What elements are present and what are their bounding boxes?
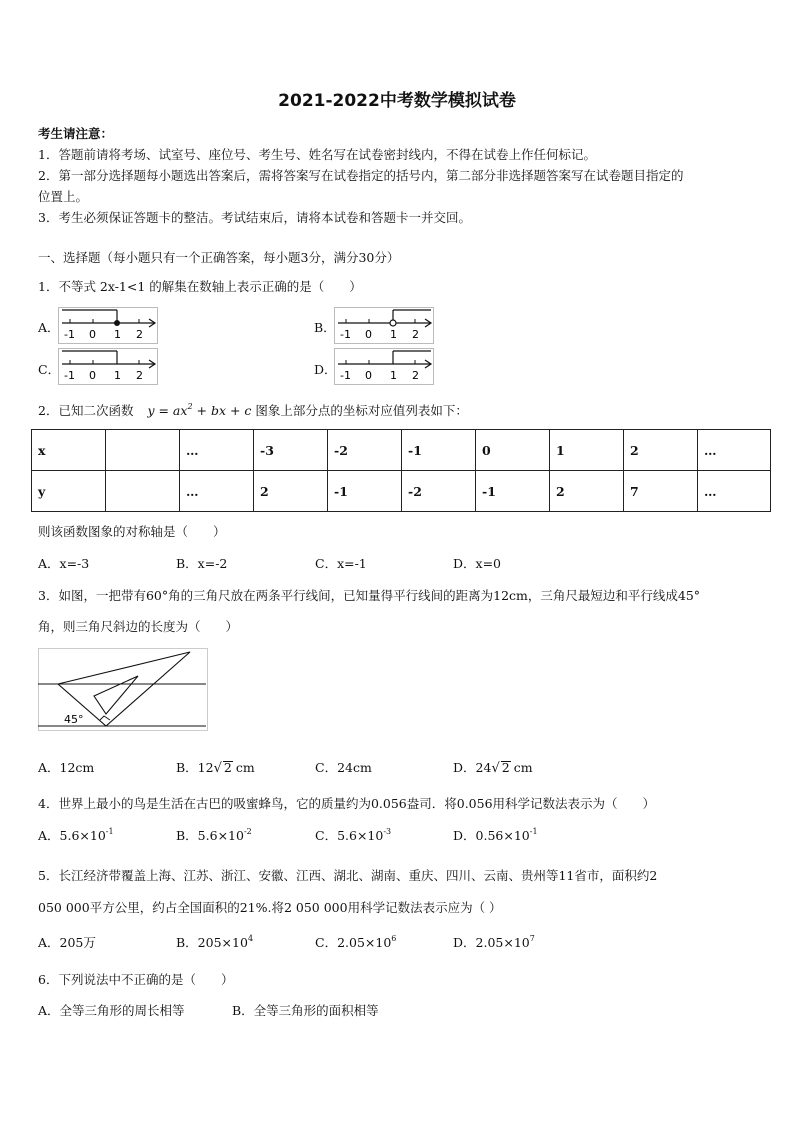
q5-option-a: A．205万	[38, 935, 96, 950]
tick-label: 0	[89, 369, 96, 382]
tick-label: 2	[136, 369, 143, 382]
q2-value-table	[31, 429, 771, 512]
q2-option-c: C．x=-1	[315, 556, 367, 571]
table-cell: 1	[550, 430, 624, 471]
table-cell	[106, 430, 180, 471]
table-row	[32, 430, 771, 471]
q2-stem	[38, 401, 468, 419]
q1-number-line-c	[58, 348, 160, 386]
q3-stem-line2: 角，则三角尺斜边的长度为（ ）	[38, 619, 239, 634]
q2-stem-suffix: 图象上部分点的坐标对应值列表如下：	[255, 403, 468, 418]
q3-option-a: A．12cm	[38, 760, 95, 775]
table-cell: 2	[550, 471, 624, 512]
q1-option-c-label: C．	[38, 362, 61, 377]
tick-label: 2	[412, 328, 419, 341]
q5-option-c: C．$2.05\times 10^6$	[315, 934, 397, 950]
table-cell: …	[180, 430, 254, 471]
tick-label: 1	[114, 328, 121, 341]
q4-option-a: A．$5.6\times 10^{-1}$	[38, 827, 114, 843]
tick-label: 2	[136, 328, 143, 341]
notice-item: 位置上。	[38, 189, 89, 204]
tick-label: 1	[390, 328, 397, 341]
tick-label: 2	[412, 369, 419, 382]
table-cell: 2	[624, 430, 698, 471]
table-row	[32, 471, 771, 512]
tick-label: -1	[340, 369, 351, 382]
q1-number-line-d	[334, 348, 436, 386]
table-cell	[106, 471, 180, 512]
table-cell: -1	[476, 471, 550, 512]
q3-option-d: D．24√ 2 cm	[453, 760, 533, 776]
table-cell: 0	[476, 430, 550, 471]
table-cell: …	[698, 430, 771, 471]
table-cell: y	[32, 471, 106, 512]
notice-item: 3．考生必须保证答题卡的整洁。考试结束后，请将本试卷和答题卡一并交回。	[38, 210, 471, 225]
tick-label: 1	[390, 369, 397, 382]
q6-option-a: A．全等三角形的周长相等	[38, 1003, 185, 1018]
q1-option-a-label: A．	[38, 320, 60, 335]
notice-item: 1．答题前请将考场、试室号、座位号、考生号、姓名写在试卷密封线内，不得在试卷上作任何标记。	[38, 147, 596, 162]
q2-option-b: B．x=-2	[176, 556, 228, 571]
tick-label: 1	[114, 369, 121, 382]
tick-label: -1	[340, 328, 351, 341]
q1-option-b-label: B．	[314, 320, 336, 335]
q2-option-d: D．x=0	[453, 556, 501, 571]
q3-option-c: C．24cm	[315, 760, 372, 775]
tick-label: 0	[89, 328, 96, 341]
q1-number-line-b	[334, 307, 436, 345]
table-cell: -1	[328, 471, 402, 512]
tick-label: 0	[365, 369, 372, 382]
section-heading: 一、选择题（每小题只有一个正确答案，每小题3分，满分30分）	[38, 250, 400, 265]
q3-option-b: B．12√ 2 cm	[176, 760, 255, 776]
notice-heading: 考生请注意：	[38, 126, 114, 141]
table-cell: …	[180, 471, 254, 512]
table-cell: …	[698, 471, 771, 512]
q6-option-b: B．全等三角形的面积相等	[232, 1003, 379, 1018]
q3-triangle-figure	[38, 648, 210, 732]
q4-option-d: D．$0.56\times 10^{-1}$	[453, 827, 538, 843]
q2-formula: $y = ax^2$ + bx + c	[147, 402, 252, 418]
q5-option-d: D．$2.05\times 10^7$	[453, 934, 535, 950]
q4-option-b: B．$5.6\times 10^{-2}$	[176, 827, 252, 843]
q5-stem-line2: 050 000平方公里，约占全国面积的21%.将2 050 000用科学记数法表示应为（ ）	[38, 900, 502, 915]
tick-label: -1	[64, 328, 75, 341]
q2-stem-prefix: 2．已知二次函数	[38, 403, 134, 418]
q1-stem: 1．不等式 2x-1<1 的解集在数轴上表示正确的是（ ）	[38, 279, 362, 294]
table-cell: x	[32, 430, 106, 471]
q2-option-a: A．x=-3	[38, 556, 90, 571]
table-cell: -2	[328, 430, 402, 471]
page-title: 2021-2022中考数学模拟试卷	[278, 91, 516, 111]
q5-stem-line1: 5．长江经济带覆盖上海、江苏、浙江、安徽、江西、湖北、湖南、重庆、四川、云南、贵州等11省市，面积约2	[38, 868, 658, 883]
q2-question: 则该函数图象的对称轴是（ ）	[38, 524, 226, 539]
q6-stem: 6．下列说法中不正确的是（ ）	[38, 972, 234, 987]
q5-option-b: B．$205\times 10^4$	[176, 934, 254, 950]
table-cell: -3	[254, 430, 328, 471]
table-cell: -1	[402, 430, 476, 471]
table-cell: -2	[402, 471, 476, 512]
tick-label: 0	[365, 328, 372, 341]
notice-item: 2．第一部分选择题每小题选出答案后，需将答案写在试卷指定的括号内，第二部分非选择题答案写在试卷题目指定的	[38, 168, 684, 183]
q3-stem-line1: 3．如图，一把带有60°角的三角尺放在两条平行线间，已知量得平行线间的距离为12cm，三角尺最短边和平行线成45°	[38, 588, 701, 603]
angle-label: 45°	[64, 713, 84, 726]
q1-number-line-a	[58, 307, 160, 345]
table-cell: 7	[624, 471, 698, 512]
q1-option-d-label: D．	[314, 362, 337, 377]
tick-label: -1	[64, 369, 75, 382]
table-cell: 2	[254, 471, 328, 512]
q4-stem: 4．世界上最小的鸟是生活在古巴的吸蜜蜂鸟，它的质量约为0.056盎司．将0.056用科学记数法表示为（ ）	[38, 796, 656, 811]
q4-option-c: C．$5.6\times 10^{-3}$	[315, 827, 392, 843]
